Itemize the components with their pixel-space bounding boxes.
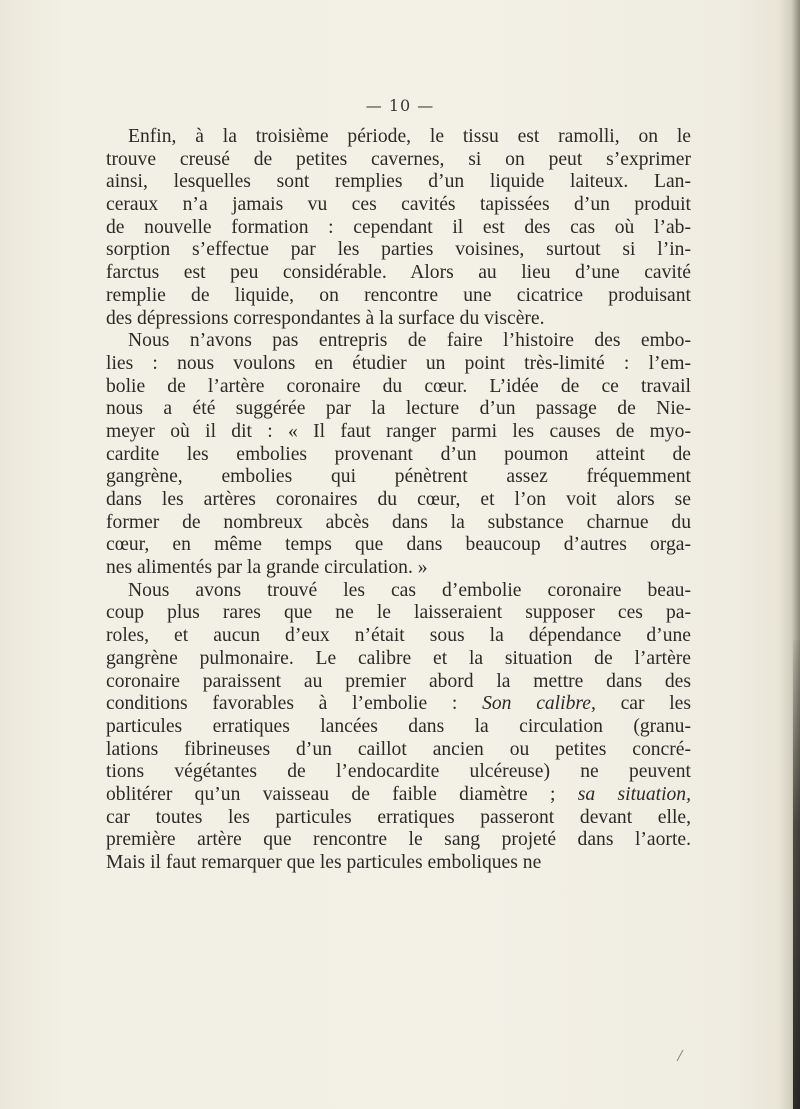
text-line: roles, et aucun d’eux n’était sous la dépendance d’une: [106, 625, 691, 647]
text-line: coup plus rares que ne le laisseraient supposer ces pa-: [106, 602, 691, 624]
text-line-with-italic: [106, 693, 691, 716]
body-text: [106, 126, 691, 875]
text-line: lies : nous voulons en étudier un point très-limité : l’em-: [106, 352, 691, 374]
text-line: remplie de liquide, on rencontre une cicatrice produisant: [106, 284, 691, 306]
italic-term: Son calibre,: [482, 693, 596, 715]
text-line: car toutes les particules erratiques passeront devant elle,: [106, 806, 691, 828]
text-line: Mais il faut remarquer que les particules emboliques ne: [106, 852, 542, 873]
text-segment: car les: [595, 693, 692, 715]
text-line: cœur, en même temps que dans beaucoup d’autres orga-: [106, 534, 691, 556]
pencil-mark-icon: [675, 1048, 685, 1062]
text-segment: conditions favorables à l’embolie :: [106, 693, 483, 715]
text-line: nous a été suggérée par la lecture d’un passage de Nie-: [106, 398, 691, 420]
text-line: former de nombreux abcès dans la substance charnue du: [106, 511, 691, 533]
text-line: nes alimentés par la grande circulation. »: [106, 557, 428, 579]
text-line: première artère que rencontre le sang projeté dans l’aorte.: [106, 829, 691, 851]
text-line: sorption s’effectue par les parties voisines, surtout si l’in-: [106, 239, 691, 261]
italic-term: sa situation,: [577, 783, 692, 805]
text-line: de nouvelle formation : cependant il est des cas où l’ab-: [106, 216, 691, 238]
text-line-with-italic: [106, 784, 691, 807]
paragraph-2: [106, 330, 691, 580]
text-line: meyer où il dit : « Il faut ranger parmi les causes de myo-: [106, 420, 691, 442]
text-line: Enfin, à la troisième période, le tissu est ramolli, on le: [128, 126, 691, 147]
text-line: Nous n’avons pas entrepris de faire l’histoire des embo-: [128, 330, 691, 352]
text-line: coronaire paraissent au premier abord la mettre dans des: [106, 670, 691, 692]
text-line: ainsi, lesquelles sont remplies d’un liquide laiteux. Lan-: [106, 171, 691, 193]
text-line: cardite les embolies provenant d’un poumon atteint de: [106, 443, 691, 465]
text-line: bolie de l’artère coronaire du cœur. L’idée de ce travail: [106, 375, 691, 397]
page-number: — 10 —: [365, 96, 435, 115]
text-line: gangrène, embolies qui pénètrent assez fréquemment: [106, 466, 691, 488]
text-segment: oblitérer qu’un vaisseau de faible diamètre ;: [106, 783, 578, 805]
paragraph-1: [106, 126, 691, 330]
text-line: trouve creusé de petites cavernes, si on peut s’exprimer: [106, 148, 691, 170]
text-line: tions végétantes de l’endocardite ulcéreuse) ne peuvent: [106, 761, 691, 783]
paragraph-3: [106, 580, 691, 875]
text-line: particules erratiques lancées dans la circulation (granu-: [106, 715, 691, 737]
page-edge-dark: [793, 640, 800, 1109]
text-line: lations fibrineuses d’un caillot ancien ou petites concré-: [106, 738, 691, 760]
text-line: dans les artères coronaires du cœur, et l’on voit alors se: [106, 489, 691, 510]
text-line: ceraux n’a jamais vu ces cavités tapissées d’un produit: [106, 194, 691, 216]
text-line: des dépressions correspondantes à la surface du viscère.: [106, 307, 545, 329]
text-line: farctus est peu considérable. Alors au lieu d’une cavité: [106, 262, 691, 284]
text-line: gangrène pulmonaire. Le calibre et la situation de l’artère: [106, 647, 691, 669]
text-line: Nous avons trouvé les cas d’embolie coronaire beau-: [128, 579, 691, 601]
